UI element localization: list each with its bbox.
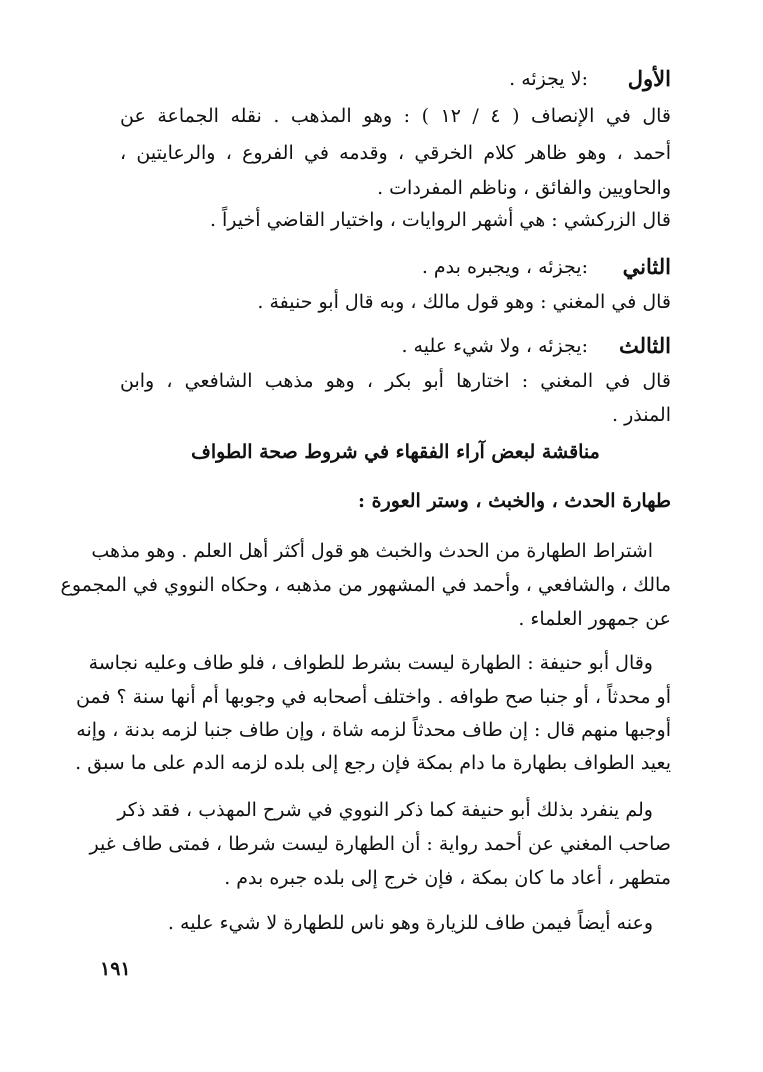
paragraph-2-line-2: أو محدثاً ، أو جنبا صح طوافه . واختلف أصحابه في وجوبها أم أنها سنة ؟ فمن xyxy=(75,686,671,708)
section-heading: مناقشة لبعض آراء الفقهاء في شروط صحة الطواف xyxy=(191,441,600,463)
opinion-1-line-2: أحمد ، وهو ظاهر كلام الخرقي ، وقدمه في الفروع ، والرعايتين ، xyxy=(120,142,671,164)
paragraph-3-line-3: متطهر ، أعاد ما كان بمكة ، فإن خرج إلى بلده جبره بدم . xyxy=(224,867,671,889)
opinion-3-line-2: المنذر . xyxy=(611,404,671,426)
opinion-3-ruling: :يجزئه ، ولا شيء عليه . xyxy=(401,335,588,357)
page-number: ١٩١ xyxy=(100,958,131,980)
opinion-1-line-4: قال الزركشي : هي أشهر الروايات ، واختيار القاضي أخيراً . xyxy=(209,209,671,231)
subheading: طهارة الحدث ، والخبث ، وستر العورة : xyxy=(358,490,671,512)
paragraph-2-line-4: يعيد الطواف بطهارة ما دام بمكة فإن رجع إلى بلده لزمه الدم على ما سبق . xyxy=(75,752,671,774)
opinion-2-label: الثاني xyxy=(622,254,671,279)
opinion-1-label: الأول xyxy=(627,66,671,91)
opinion-2-ruling: :يجزئه ، ويجبره بدم . xyxy=(421,256,588,278)
paragraph-3-line-1: ولم ينفرد بذلك أبو حنيفة كما ذكر النووي في شرح المهذب ، فقد ذكر xyxy=(117,799,653,821)
opinion-3-label: الثالث xyxy=(619,333,671,358)
opinion-1-line-1: قال في الإنصاف ( ٤ / ١٢ ) : وهو المذهب . نقله الجماعة عن xyxy=(120,105,672,127)
paragraph-4-line-1: وعنه أيضاً فيمن طاف للزيارة وهو ناس للطهارة لا شيء عليه . xyxy=(167,912,653,934)
paragraph-2-line-3: أوجبها منهم قال : إن طاف محدثاً لزمه شاة ، وإن طاف جنبا لزمه بدنة ، وإنه xyxy=(76,719,671,741)
opinion-1-line-3: والحاويين والفائق ، وناظم المفردات . xyxy=(377,177,671,199)
paragraph-1-line-3: عن جمهور العلماء . xyxy=(518,608,671,630)
paragraph-1-line-2: مالك ، والشافعي ، وأحمد في المشهور من مذهبه ، وحكاه النووي في المجموع xyxy=(60,574,671,596)
opinion-2-line-1: قال في المغني : وهو قول مالك ، وبه قال أبو حنيفة . xyxy=(257,291,671,313)
paragraph-2-line-1: وقال أبو حنيفة : الطهارة ليست بشرط للطواف ، فلو طاف وعليه نجاسة xyxy=(88,652,653,674)
paragraph-3-line-2: صاحب المغني عن أحمد رواية : أن الطهارة ليست شرطا ، فمتى طاف غير xyxy=(89,833,671,855)
paragraph-1-line-1: اشتراط الطهارة من الحدث والخبث هو قول أكثر أهل العلم . وهو مذهب xyxy=(91,540,653,562)
opinion-1-ruling: :لا يجزئه . xyxy=(509,68,588,90)
opinion-3-line-1: قال في المغني : اختارها أبو بكر ، وهو مذهب الشافعي ، وابن xyxy=(120,370,671,392)
